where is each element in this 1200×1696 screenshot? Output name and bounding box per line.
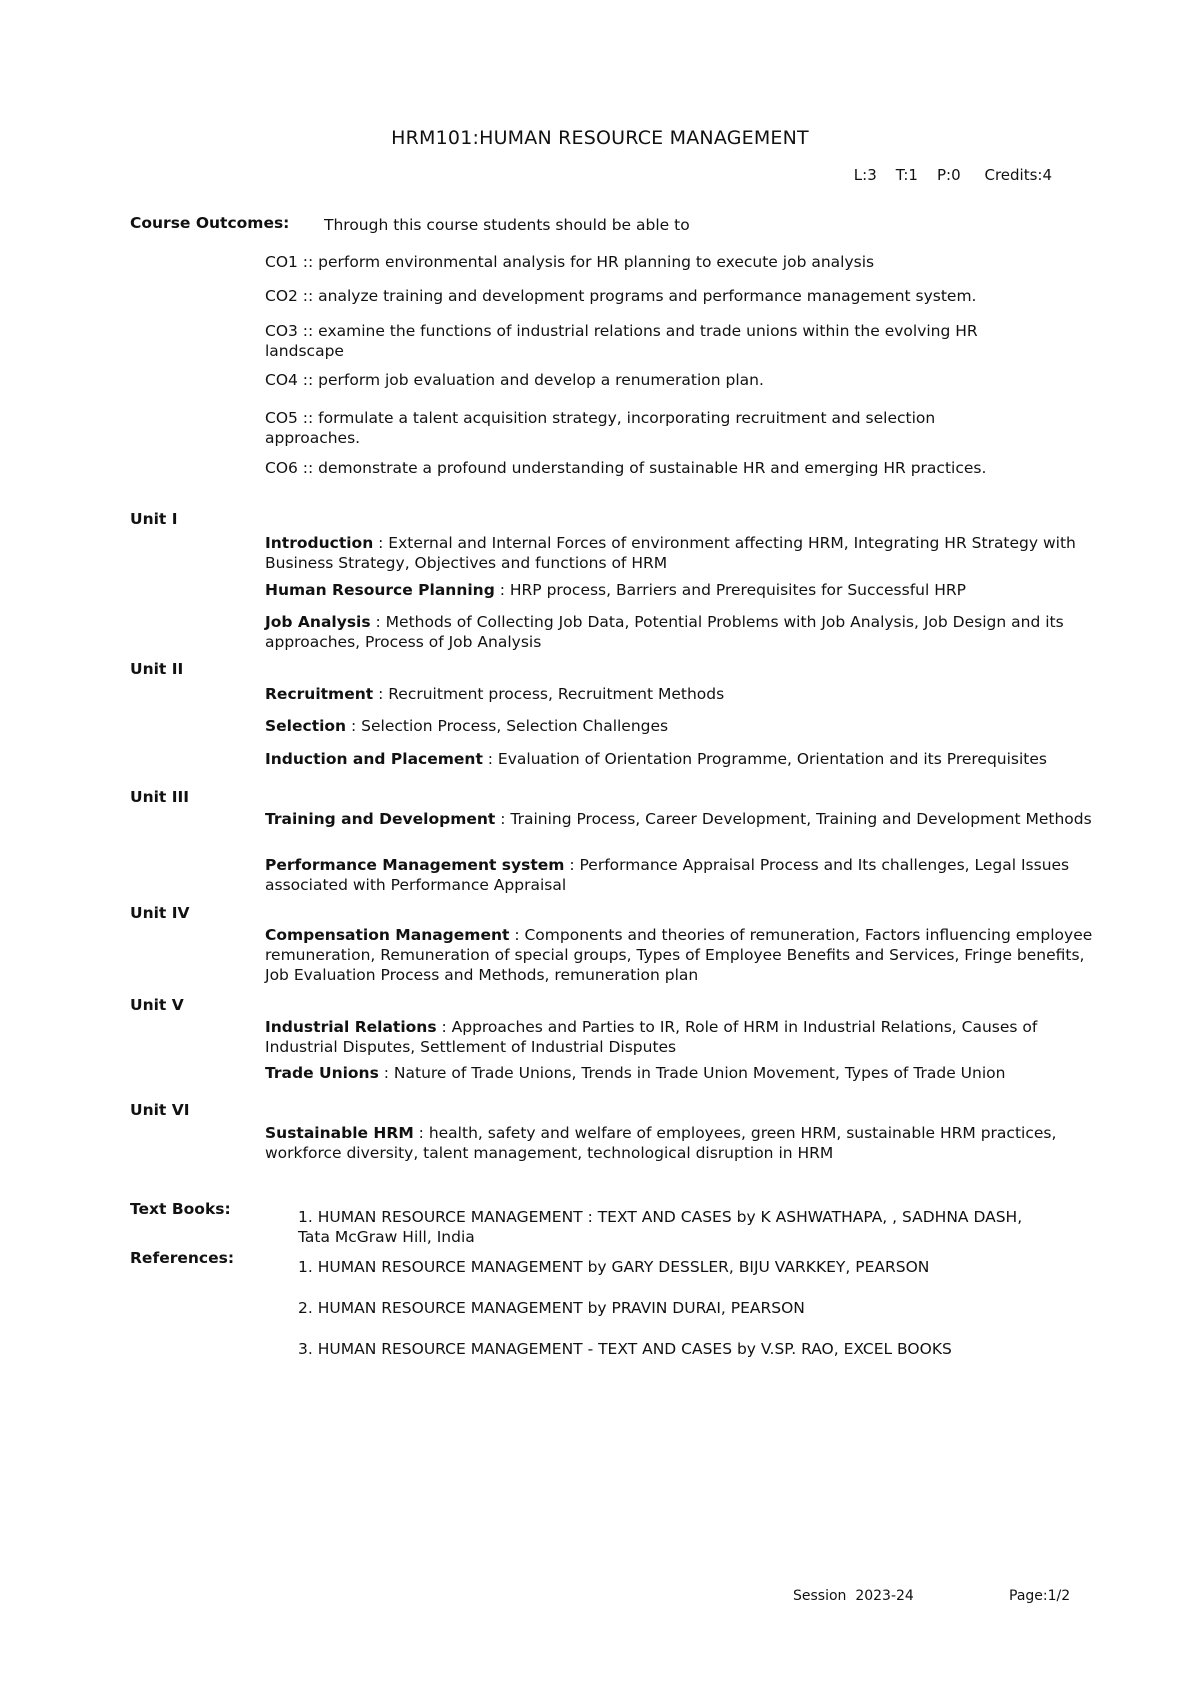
course-outcomes-label: Course Outcomes:: [130, 214, 290, 232]
topic-title: Training and Development: [265, 810, 496, 828]
unit-label: Unit III: [130, 788, 190, 806]
topic-title: Selection: [265, 717, 347, 735]
reference-item: 2. HUMAN RESOURCE MANAGEMENT by PRAVIN DURAI, PEARSON: [298, 1299, 805, 1317]
topic-title: Trade Unions: [265, 1064, 379, 1082]
co-item: CO6 :: demonstrate a profound understanding of sustainable HR and emerging HR practices.: [265, 459, 987, 477]
unit-topic: [265, 855, 1095, 895]
unit-topic: [265, 749, 1095, 769]
unit-label: Unit IV: [130, 904, 190, 922]
topic-title: Sustainable HRM: [265, 1124, 414, 1142]
text-book-item: 1. HUMAN RESOURCE MANAGEMENT : TEXT AND CASES by K ASHWATHAPA, , SADHNA DASH, Tata McGraw Hill, India: [298, 1208, 1023, 1246]
unit-topic: [265, 612, 1095, 652]
unit-topic: [265, 1017, 1095, 1057]
text-books-label: Text Books:: [130, 1200, 231, 1218]
topic-title: Introduction: [265, 534, 374, 552]
topic-title: Performance Management system: [265, 856, 565, 874]
topic-text: : Methods of Collecting Job Data, Potential Problems with Job Analysis, Job Design and its approaches, Process of Job Analysis: [265, 613, 1064, 651]
topic-text: : HRP process, Barriers and Prerequisites for Successful HRP: [494, 581, 966, 599]
topic-text: : Selection Process, Selection Challenges: [346, 717, 669, 735]
topic-text: : health, safety and welfare of employees, green HRM, sustainable HRM practices, workforce diversity, talent management, technological disruption in HRM: [265, 1124, 1057, 1162]
topic-title: Compensation Management: [265, 926, 510, 944]
co-item: CO4 :: perform job evaluation and develop a renumeration plan.: [265, 371, 764, 389]
reference-item: 3. HUMAN RESOURCE MANAGEMENT - TEXT AND CASES by V.SP. RAO, EXCEL BOOKS: [298, 1340, 952, 1358]
topic-text: : Components and theories of remuneration, Factors influencing employee remuneration, Remuneration of special groups, Types of Employee Benefits and Services, Fringe benefits, Job Evaluation Process and Methods, remuneration plan: [265, 926, 1093, 984]
unit-label: Unit VI: [130, 1101, 190, 1119]
unit-topic: [265, 925, 1095, 985]
topic-text: : Training Process, Career Development, Training and Development Methods: [495, 810, 1092, 828]
topic-text: : Nature of Trade Unions, Trends in Trade Union Movement, Types of Trade Union: [378, 1064, 1006, 1082]
unit-label: Unit V: [130, 996, 184, 1014]
page-number: Page:1/2: [1009, 1588, 1071, 1604]
unit-topic: [265, 716, 1095, 736]
topic-title: Recruitment: [265, 685, 374, 703]
topic-text: : Evaluation of Orientation Programme, Orientation and its Prerequisites: [482, 750, 1047, 768]
reference-item: 1. HUMAN RESOURCE MANAGEMENT by GARY DESSLER, BIJU VARKKEY, PEARSON: [298, 1258, 930, 1276]
topic-title: Industrial Relations: [265, 1018, 437, 1036]
topic-text: : External and Internal Forces of environment affecting HRM, Integrating HR Strategy with Business Strategy, Objectives and functions of HRM: [265, 534, 1076, 572]
credits-line: L:3 T:1 P:0 Credits:4: [853, 166, 1052, 184]
references-label: References:: [130, 1249, 235, 1267]
unit-topic: [265, 809, 1095, 829]
topic-text: : Approaches and Parties to IR, Role of HRM in Industrial Relations, Causes of Industrial Disputes, Settlement of Industrial Disputes: [265, 1018, 1038, 1056]
co-item: CO1 :: perform environmental analysis for HR planning to execute job analysis: [265, 253, 875, 271]
topic-title: Human Resource Planning: [265, 581, 495, 599]
topic-text: : Recruitment process, Recruitment Methods: [373, 685, 725, 703]
topic-text: : Performance Appraisal Process and Its challenges, Legal Issues associated with Performance Appraisal: [265, 856, 1070, 894]
unit-topic: [265, 533, 1095, 573]
unit-topic: [265, 580, 1095, 600]
course-title: HRM101:HUMAN RESOURCE MANAGEMENT: [391, 127, 809, 149]
unit-topic: [265, 684, 1095, 704]
course-outcomes-intro: Through this course students should be able to: [324, 216, 690, 234]
co-item: CO3 :: examine the functions of industrial relations and trade unions within the evolving HR landscape: [265, 322, 978, 360]
session-label: Session 2023-24: [793, 1588, 914, 1604]
unit-topic: [265, 1123, 1095, 1163]
unit-label: Unit I: [130, 510, 178, 528]
unit-topic: [265, 1063, 1095, 1083]
co-item: CO2 :: analyze training and development programs and performance management system.: [265, 287, 977, 305]
topic-title: Job Analysis: [265, 613, 371, 631]
unit-label: Unit II: [130, 660, 184, 678]
co-item: CO5 :: formulate a talent acquisition strategy, incorporating recruitment and selection approaches.: [265, 409, 936, 447]
topic-title: Induction and Placement: [265, 750, 483, 768]
